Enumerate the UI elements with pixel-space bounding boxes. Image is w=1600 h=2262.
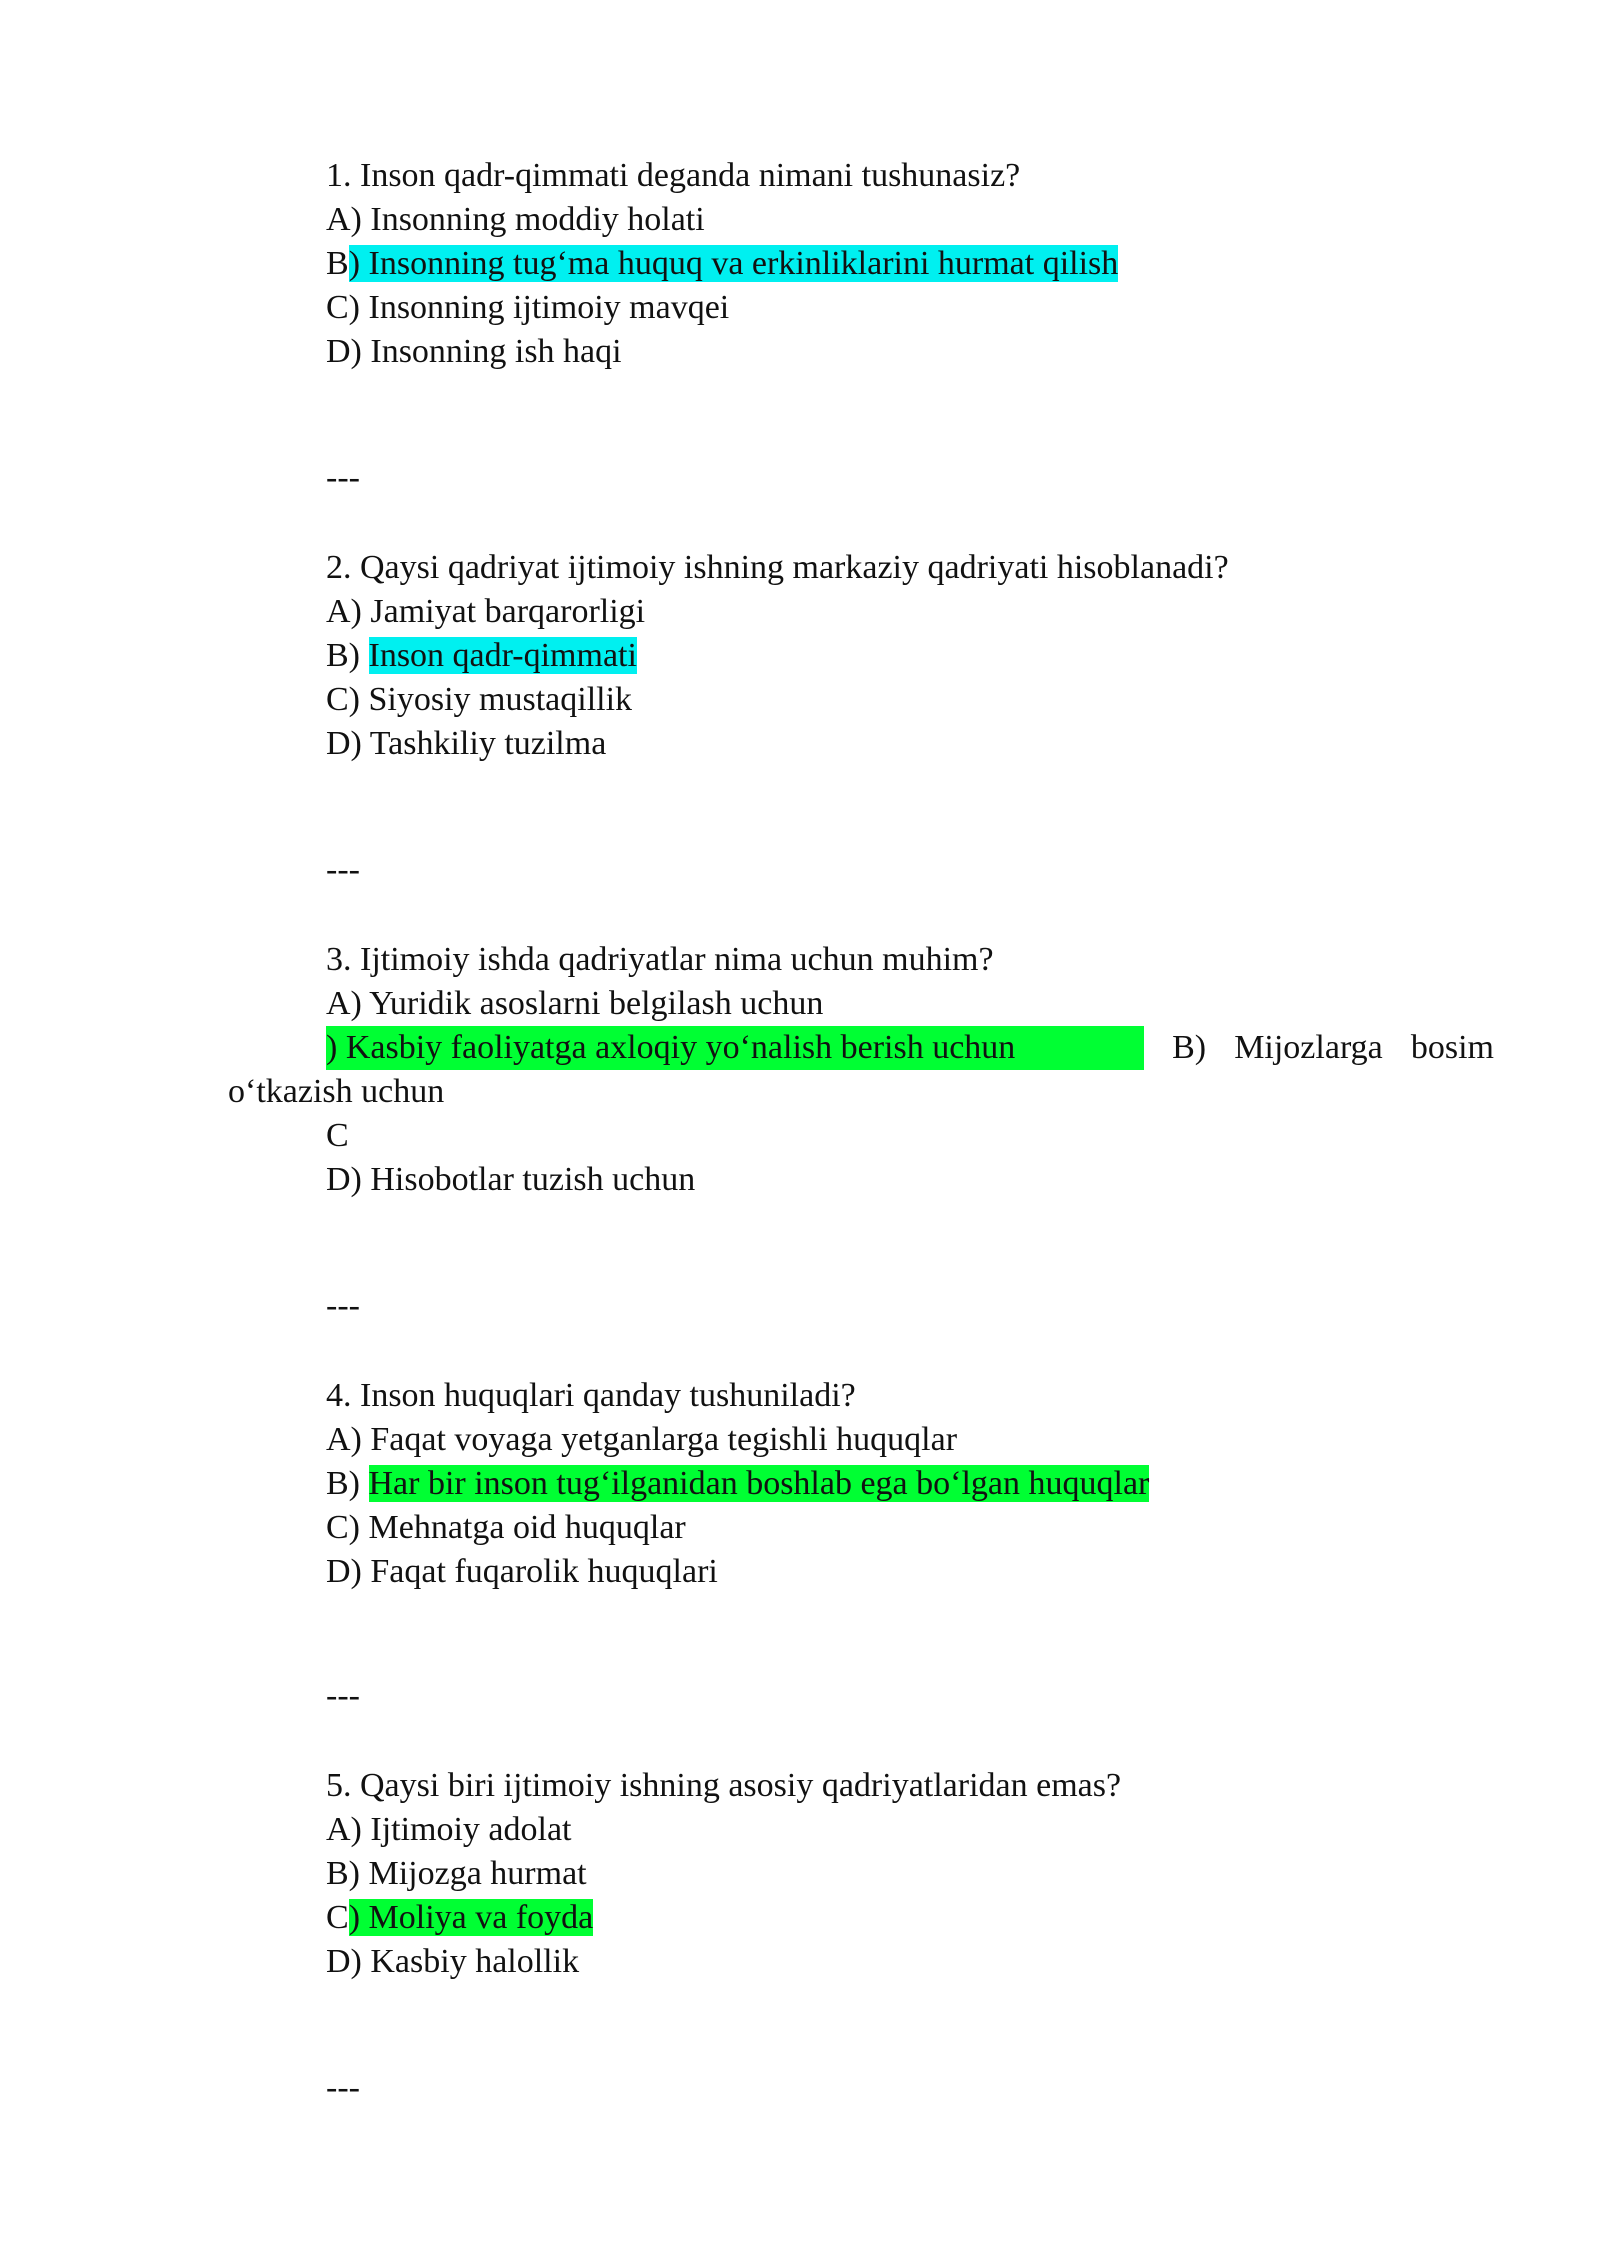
option-c-prefix: C — [326, 1899, 349, 1936]
question-2-option-a: A) Jamiyat barqarorligi — [326, 593, 646, 630]
question-2-option-b — [326, 634, 637, 678]
question-4-text: 4. Inson huquqlari qanday tushuniladi? — [326, 1377, 856, 1414]
question-5-option-c — [326, 1896, 593, 1940]
highlight-word: berish — [840, 1029, 924, 1066]
question-3-mixed-line — [326, 1026, 1494, 1070]
question-1-text: 1. Inson qadr-qimmati deganda nimani tushunasiz? — [326, 157, 1021, 194]
question-3-option-a: A) Yuridik asoslarni belgilash uchun — [326, 985, 824, 1022]
highlighted-answer: ) Moliya va foyda — [348, 1899, 594, 1936]
question-2-text: 2. Qaysi qadriyat ijtimoiy ishning markaziy qadriyati hisoblanadi? — [326, 549, 1229, 586]
separator: --- — [326, 1287, 360, 1324]
highlighted-answer: Har bir inson tug‘ilganidan boshlab ega bo‘lgan huquqlar — [368, 1465, 1150, 1502]
question-4-option-b — [326, 1462, 1149, 1506]
question-5-option-d: D) Kasbiy halollik — [326, 1943, 580, 1980]
option-b-prefix: B — [326, 245, 349, 282]
option-b-prefix: B) — [326, 1465, 369, 1502]
separator: --- — [326, 1677, 360, 1714]
highlighted-answer: ) Insonning tug‘ma huquq va erkinliklarini hurmat qilish — [348, 245, 1119, 282]
separator: --- — [326, 459, 360, 496]
highlighted-answer — [326, 1026, 1144, 1070]
question-3-wrapped-text: o‘tkazish uchun — [228, 1073, 445, 1110]
line-word: B) — [1172, 1029, 1207, 1066]
option-b-prefix: B) — [326, 637, 369, 674]
separator: --- — [326, 2069, 360, 2106]
highlight-word: yo‘nalish — [705, 1029, 833, 1066]
line-word: Mijozlarga — [1234, 1029, 1383, 1066]
highlight-word: ) Kasbiy — [326, 1029, 443, 1066]
separator: --- — [326, 851, 360, 888]
highlight-word: faoliyatga — [450, 1029, 587, 1066]
highlight-word: axloqiy — [595, 1029, 698, 1066]
question-5-option-a: A) Ijtimoiy adolat — [326, 1811, 572, 1848]
question-1-option-b — [326, 242, 1118, 286]
question-5-text: 5. Qaysi biri ijtimoiy ishning asosiy qadriyatlaridan emas? — [326, 1767, 1122, 1804]
question-4-option-c: C) Mehnatga oid huquqlar — [326, 1509, 686, 1546]
highlighted-answer: Inson qadr-qimmati — [368, 637, 637, 674]
question-4-option-d: D) Faqat fuqarolik huquqlari — [326, 1553, 718, 1590]
line-word: bosim — [1410, 1029, 1494, 1066]
question-1-option-c: C) Insonning ijtimoiy mavqei — [326, 289, 730, 326]
question-2-option-c: C) Siyosiy mustaqillik — [326, 681, 633, 718]
question-1-option-a: A) Insonning moddiy holati — [326, 201, 705, 238]
question-5-option-b: B) Mijozga hurmat — [326, 1855, 587, 1892]
question-3-option-c: C — [326, 1117, 349, 1154]
question-3-text: 3. Ijtimoiy ishda qadriyatlar nima uchun muhim? — [326, 941, 994, 978]
highlight-word: uchun — [932, 1029, 1016, 1066]
question-4-option-a: A) Faqat voyaga yetganlarga tegishli huquqlar — [326, 1421, 958, 1458]
question-3-option-d: D) Hisobotlar tuzish uchun — [326, 1161, 696, 1198]
question-1-option-d: D) Insonning ish haqi — [326, 333, 622, 370]
question-2-option-d: D) Tashkiliy tuzilma — [326, 725, 607, 762]
